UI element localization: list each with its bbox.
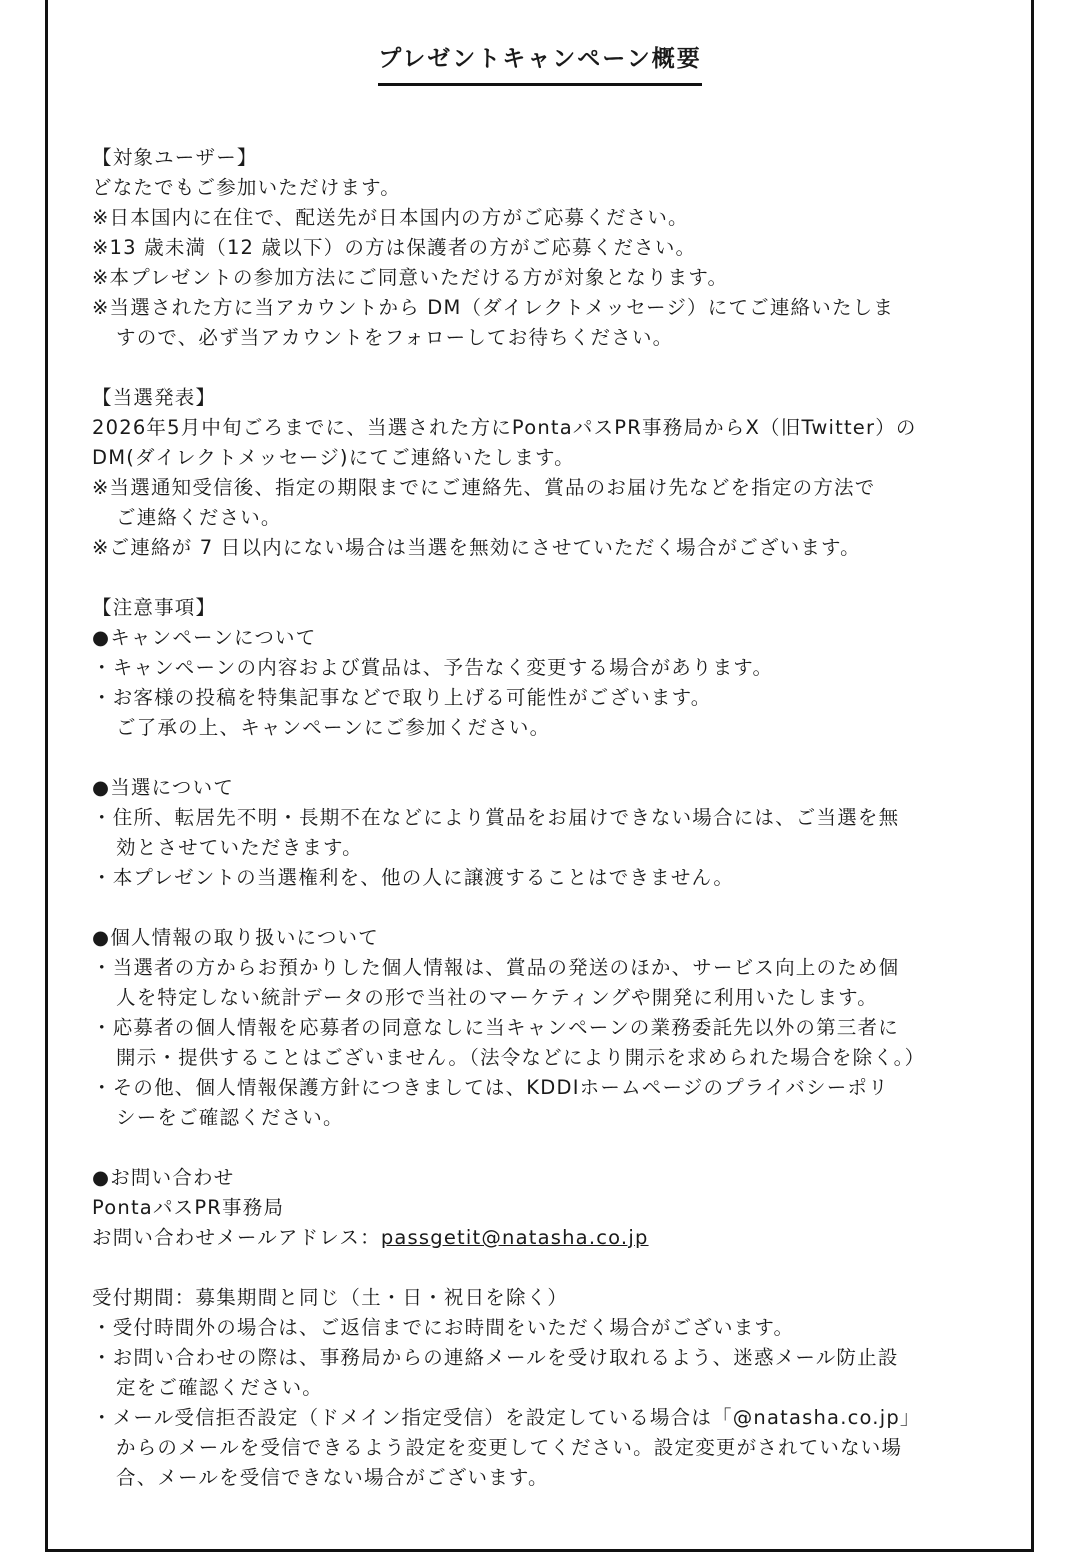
privacy-subheading: ●個人情報の取り扱いについて: [92, 926, 379, 949]
title-container: [0, 40, 1080, 86]
contact-office: PontaパスPR事務局: [92, 1196, 285, 1219]
announcement-line-continuation: ご連絡ください。: [116, 506, 282, 529]
privacy-note: ・当選者の方からお預かりした個人情報は、賞品の発送のほか、サービス向上のため個: [92, 956, 900, 979]
privacy-note-continuation: 人を特定しない統計データの形で当社のマーケティングや開発に利用いたします。: [116, 986, 879, 1009]
announcement-line: DM(ダイレクトメッセージ)にてご連絡いたします。: [92, 446, 575, 469]
campaign-note: ・キャンペーンの内容および賞品は、予告なく変更する場合があります。: [92, 656, 774, 679]
section-spacer: [92, 353, 1002, 383]
privacy-note-continuation: シーをご確認ください。: [116, 1106, 344, 1129]
privacy-note: ・その他、個人情報保護方針につきましては、KDDIホームページのプライバシーポリ: [92, 1076, 889, 1099]
target-line: どなたでもご参加いただけます。: [92, 176, 401, 199]
target-line: ※当選された方に当アカウントから DM（ダイレクトメッセージ）にてご連絡いたしま: [92, 296, 895, 319]
announcement-line: ※ご連絡が 7 日以内にない場合は当選を無効にさせていただく場合がございます。: [92, 536, 861, 559]
reception-note-continuation: 合、メールを受信できない場合がございます。: [116, 1466, 549, 1489]
winning-note: ・住所、転居先不明・長期不在などにより賞品をお届けできない場合には、ご当選を無: [92, 806, 900, 829]
target-section: [92, 143, 1002, 353]
reception-period: 受付期間：募集期間と同じ（土・日・祝日を除く）: [92, 1286, 569, 1309]
privacy-note: ・応募者の個人情報を応募者の同意なしに当キャンペーンの業務委託先以外の第三者に: [92, 1016, 899, 1039]
section-spacer: [92, 1253, 1002, 1283]
winning-subheading: ●当選について: [92, 776, 235, 799]
section-spacer: [92, 1133, 1002, 1163]
campaign-note: ・お客様の投稿を特集記事などで取り上げる可能性がございます。: [92, 686, 712, 709]
notes-heading: 【注意事項】: [92, 596, 217, 619]
section-spacer: [92, 893, 1002, 923]
contact-subheading: ●お問い合わせ: [92, 1166, 235, 1189]
reception-note: ・メール受信拒否設定（ドメイン指定受信）を設定している場合は「@natasha.co.jp」: [92, 1406, 921, 1429]
privacy-note-continuation: 開示・提供することはございません。（法令などにより開示を求められた場合を除く。）: [116, 1046, 926, 1069]
announcement-line: ※当選通知受信後、指定の期限までにご連絡先、賞品のお届け先などを指定の方法で: [92, 476, 876, 499]
announcement-heading: 【当選発表】: [92, 386, 217, 409]
reception-note: ・お問い合わせの際は、事務局からの連絡メールを受け取れるよう、迷惑メール防止設: [92, 1346, 899, 1369]
campaign-note-continuation: ご了承の上、キャンペーンにご参加ください。: [116, 716, 551, 739]
contact-email-label: お問い合わせメールアドレス：: [92, 1226, 381, 1249]
target-line: ※本プレゼントの参加方法にご同意いただける方が対象となります。: [92, 266, 729, 289]
contact-section: [92, 1163, 1002, 1253]
contact-email-link[interactable]: passgetit@natasha.co.jp: [380, 1226, 649, 1249]
reception-note-continuation: 定をご確認ください。: [116, 1376, 324, 1399]
notes-section: [92, 593, 1002, 743]
section-spacer: [92, 563, 1002, 593]
privacy-section: [92, 923, 1002, 1133]
contact-email-row: [92, 1223, 1002, 1253]
target-line-continuation: すので、必ず当アカウントをフォローしてお待ちください。: [116, 326, 674, 349]
reception-section: [92, 1283, 1002, 1493]
campaign-details: [92, 143, 1002, 1493]
reception-note-continuation: からのメールを受信できるよう設定を変更してください。設定変更がされていない場: [116, 1436, 903, 1459]
winning-section: [92, 773, 1002, 893]
target-line: ※13 歳未満（12 歳以下）の方は保護者の方がご応募ください。: [92, 236, 697, 259]
campaign-subheading: ●キャンペーンについて: [92, 626, 317, 649]
target-line: ※日本国内に在住で、配送先が日本国内の方がご応募ください。: [92, 206, 689, 229]
reception-note: ・受付時間外の場合は、ご返信までにお時間をいただく場合がございます。: [92, 1316, 795, 1339]
winning-note: ・本プレゼントの当選権利を、他の人に譲渡することはできません。: [92, 866, 735, 889]
announcement-section: [92, 383, 1002, 563]
page-title: プレゼントキャンペーン概要: [378, 40, 702, 86]
section-spacer: [92, 743, 1002, 773]
target-heading: 【対象ユーザー】: [92, 146, 258, 169]
winning-note-continuation: 効とさせていただきます。: [116, 836, 363, 859]
announcement-line: 2026年5月中旬ごろまでに、当選された方にPontaパスPR事務局からX（旧Twitter）の: [92, 416, 917, 439]
